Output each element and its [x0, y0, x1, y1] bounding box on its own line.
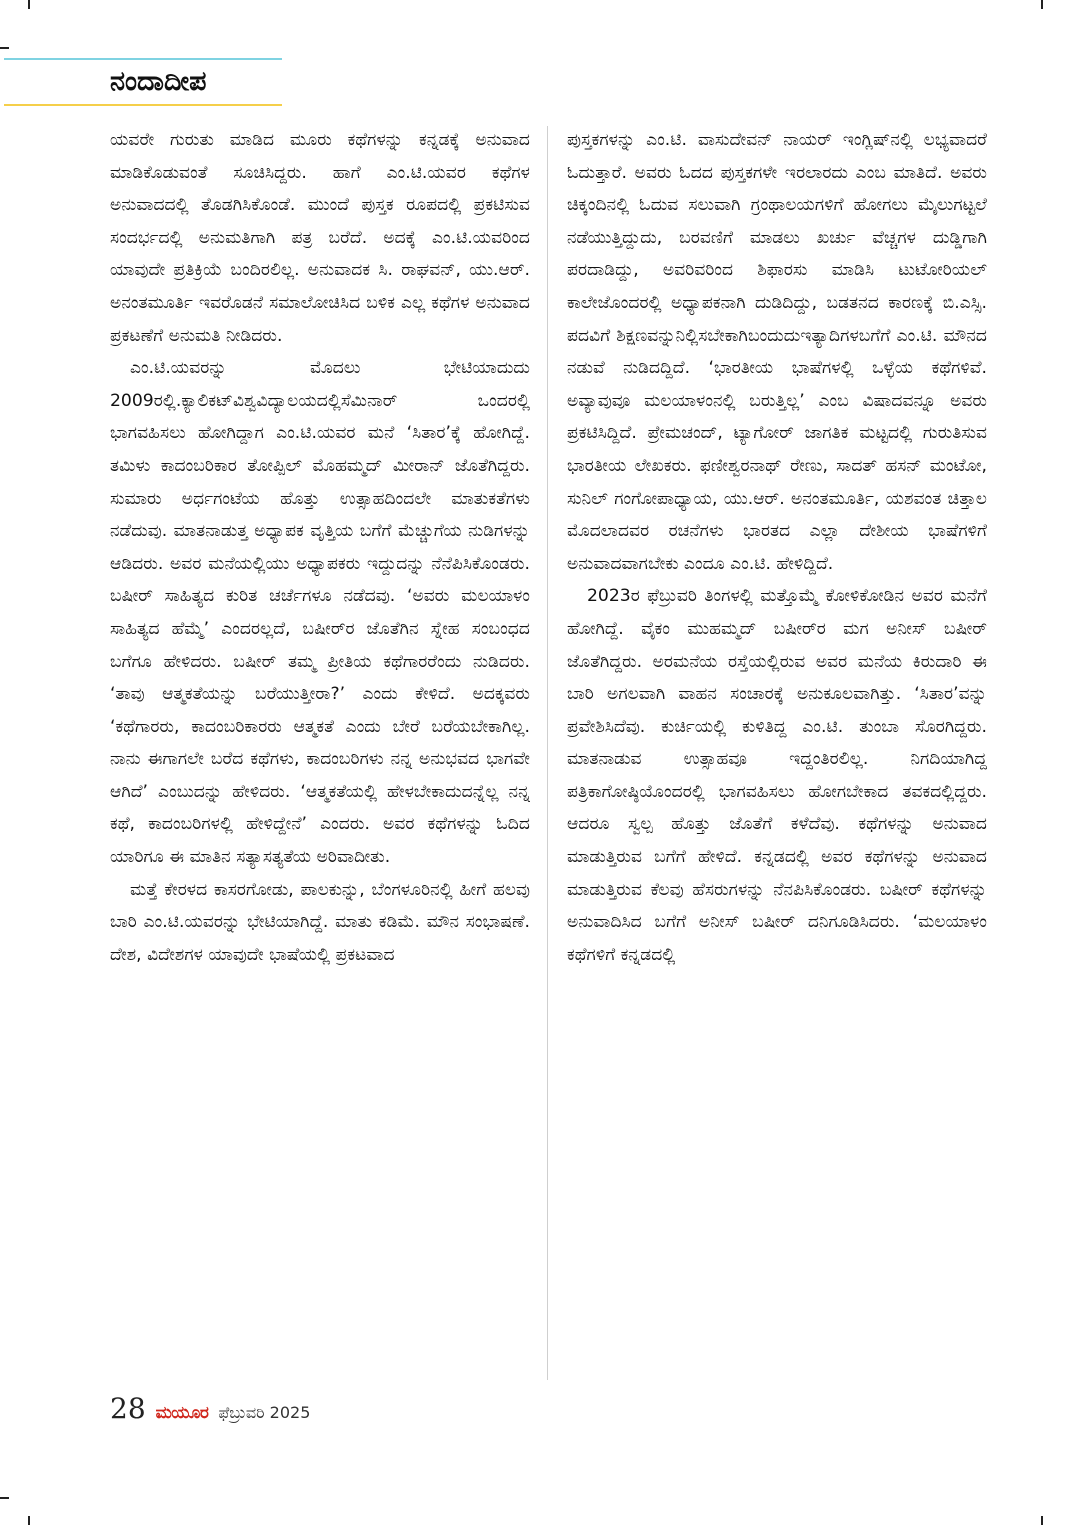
crop-mark-top-left: [28, 0, 30, 9]
article-column-right: [567, 124, 987, 1382]
page-number: 28: [110, 1392, 146, 1425]
paragraph-3: ಮತ್ತೆ ಕೇರಳದ ಕಾಸರಗೋಡು, ಪಾಲಕುನ್ನು, ಬೆಂಗಳೂರಿನಲ್ಲಿ ಹೀಗೆ ಹಲವು ಬಾರಿ ಎಂ.ಟಿ.ಯವರನ್ನು ಭೇಟಿಯಾಗಿದ್ದೆ. ಮಾತು ಕಡಿಮೆ. ಮೌನ ಸಂಭಾಷಣೆ. ದೇಶ, ವಿದೇಶಗಳ ಯಾವುದೇ ಭಾಷೆಯಲ್ಲಿ ಪ್ರಕಟವಾದ: [110, 879, 530, 965]
page-footer: [110, 1392, 310, 1428]
paragraph-4: ಪುಸ್ತಕಗಳನ್ನು ಎಂ.ಟಿ. ವಾಸುದೇವನ್ ನಾಯರ್ ಇಂಗ್ಲಿಷ್‌ನಲ್ಲಿ ಲಭ್ಯವಾದರೆ ಓದುತ್ತಾರೆ. ಅವರು ಓದದ ಪುಸ್ತಕಗಳೇ ಇರಲಾರದು ಎಂಬ ಮಾತಿದೆ. ಅವರು ಚಿಕ್ಕಂದಿನಲ್ಲಿ ಓದುವ ಸಲುವಾಗಿ ಗ್ರಂಥಾಲಯಗಳಿಗೆ ಹೋಗಲು ಮೈಲುಗಟ್ಟಲೆ ನಡೆಯುತ್ತಿದ್ದುದು, ಬರವಣಿಗೆ ಮಾಡಲು ಖರ್ಚು ವೆಚ್ಚಗಳ ದುಡ್ಡಿಗಾಗಿ ಪರದಾಡಿದ್ದು, ಅವರಿವರಿಂದ ಶಿಫಾರಸು ಮಾಡಿಸಿ ಟುಟೋರಿಯಲ್ ಕಾಲೇಜೊಂದರಲ್ಲಿ ಅಧ್ಯಾಪಕನಾಗಿ ದುಡಿದಿದ್ದು, ಬಡತನದ ಕಾರಣಕ್ಕೆ ಬಿ.ಎಸ್ಸಿ. ಪದವಿಗೆ ಶಿಕ್ಷಣವನ್ನುನಿಲ್ಲಿಸಬೇಕಾಗಿಬಂದುದುಇತ್ಯಾದಿಗಳಬಗೆಗೆ ಎಂ.ಟಿ. ಮೌನದ ನಡುವೆ ನುಡಿದದ್ದಿದೆ. ‘ಭಾರತೀಯ ಭಾಷೆಗಳಲ್ಲಿ ಒಳ್ಳೆಯ ಕಥೆಗಳಿವೆ. ಅವ್ಯಾವುವೂ ಮಲಯಾಳಂನಲ್ಲಿ ಬರುತ್ತಿಲ್ಲ’ ಎಂಬ ವಿಷಾದವನ್ನೂ ಅವರು ಪ್ರಕಟಿಸಿದ್ದಿದೆ. ಪ್ರೇಮಚಂದ್, ಟ್ಯಾಗೋರ್ ಜಾಗತಿಕ ಮಟ್ಟದಲ್ಲಿ ಗುರುತಿಸುವ ಭಾರತೀಯ ಲೇಖಕರು. ಫಣೀಶ್ವರನಾಥ್ ರೇಣು, ಸಾದತ್ ಹಸನ್ ಮಂಟೋ, ಸುನಿಲ್ ಗಂಗೋಪಾಧ್ಯಾಯ, ಯು.ಆರ್. ಅನಂತಮೂರ್ತಿ, ಯಶವಂತ ಚಿತ್ತಾಲ ಮೊದಲಾದವರ ರಚನೆಗಳು ಭಾರತದ ಎಲ್ಲಾ ದೇಶೀಯ ಭಾಷೆಗಳಿಗೆ ಅನುವಾದವಾಗಬೇಕು ಎಂದೂ ಎಂ.ಟಿ. ಹೇಳಿದ್ದಿದೆ.: [567, 130, 987, 574]
crop-mark-left-lower: [0, 1497, 9, 1499]
paragraph-5: 2023ರ ಫೆಬ್ರುವರಿ ತಿಂಗಳಲ್ಲಿ ಮತ್ತೊಮ್ಮೆ ಕೋಳಿಕೋಡಿನ ಅವರ ಮನೆಗೆ ಹೋಗಿದ್ದೆ. ವೈಕಂ ಮುಹಮ್ಮದ್ ಬಷೀರ್‌ರ ಮಗ ಅನೀಸ್ ಬಷೀರ್ ಜೊತೆಗಿದ್ದರು. ಅರಮನೆಯ ರಸ್ತೆಯಲ್ಲಿರುವ ಅವರ ಮನೆಯ ಕಿರುದಾರಿ ಈ ಬಾರಿ ಅಗಲವಾಗಿ ವಾಹನ ಸಂಚಾರಕ್ಕೆ ಅನುಕೂಲವಾಗಿತ್ತು. ‘ಸಿತಾರ’ವನ್ನು ಪ್ರವೇಶಿಸಿದೆವು. ಕುರ್ಚಿಯಲ್ಲಿ ಕುಳಿತಿದ್ದ ಎಂ.ಟಿ. ತುಂಬಾ ಸೊರಗಿದ್ದರು. ಮಾತನಾಡುವ ಉತ್ಸಾಹವೂ ಇದ್ದಂತಿರಲಿಲ್ಲ. ನಿಗದಿಯಾಗಿದ್ದ ಪತ್ರಿಕಾಗೋಷ್ಠಿಯೊಂದರಲ್ಲಿ ಭಾಗವಹಿಸಲು ಹೋಗಬೇಕಾದ ತವಕದಲ್ಲಿದ್ದರು. ಆದರೂ ಸ್ವಲ್ಪ ಹೊತ್ತು ಜೊತೆಗೆ ಕಳೆದೆವು. ಕಥೆಗಳನ್ನು ಅನುವಾದ ಮಾಡುತ್ತಿರುವ ಬಗೆಗೆ ಹೇಳಿದೆ. ಕನ್ನಡದಲ್ಲಿ ಅವರ ಕಥೆಗಳನ್ನು ಅನುವಾದ ಮಾಡುತ್ತಿರುವ ಕೆಲವು ಹೆಸರುಗಳನ್ನು ನೆನಪಿಸಿಕೊಂಡರು. ಬಷೀರ್ ಕಥೆಗಳನ್ನು ಅನುವಾದಿಸಿದ ಬಗೆಗೆ ಅನೀಸ್ ಬಷೀರ್ ದನಿಗೂಡಿಸಿದರು. ‘ಮಲಯಾಳಂ ಕಥೆಗಳಿಗೆ ಕನ್ನಡದಲ್ಲಿ: [567, 586, 987, 965]
header-rule-bottom: [4, 104, 282, 106]
header-rule-top: [4, 58, 282, 60]
crop-mark-top-right: [1041, 0, 1043, 9]
issue-date: ಫೆಬ್ರುವರಿ 2025: [218, 1403, 311, 1422]
paragraph-2: ಎಂ.ಟಿ.ಯವರನ್ನು ಮೊದಲು ಭೇಟಿಯಾದುದು 2009ರಲ್ಲಿ.ಕ್ಯಾಲಿಕಟ್‌ವಿಶ್ವವಿದ್ಯಾಲಯದಲ್ಲಿಸೆಮಿನಾರ್ ಒಂದರಲ್ಲಿ ಭಾಗವಹಿಸಲು ಹೋಗಿದ್ದಾಗ ಎಂ.ಟಿ.ಯವರ ಮನೆ ‘ಸಿತಾರ’ಕ್ಕೆ ಹೋಗಿದ್ದೆ. ತಮಿಳು ಕಾದಂಬರಿಕಾರ ತೋಪ್ಪಿಲ್ ಮೊಹಮ್ಮದ್ ಮೀರಾನ್ ಜೊತೆಗಿದ್ದರು. ಸುಮಾರು ಅರ್ಧಗಂಟೆಯ ಹೊತ್ತು ಉತ್ಸಾಹದಿಂದಲೇ ಮಾತುಕತೆಗಳು ನಡೆದುವು. ಮಾತನಾಡುತ್ತ ಅಧ್ಯಾಪಕ ವೃತ್ತಿಯ ಬಗೆಗೆ ಮೆಚ್ಚುಗೆಯ ನುಡಿಗಳನ್ನು ಆಡಿದರು. ಅವರ ಮನೆಯಲ್ಲಿಯು ಅಧ್ಯಾಪಕರು ಇದ್ದುದನ್ನು ನೆನೆಪಿಸಿಕೊಂಡರು. ಬಷೀರ್ ಸಾಹಿತ್ಯದ ಕುರಿತ ಚರ್ಚೆಗಳೂ ನಡೆದವು. ‘ಅವರು ಮಲಯಾಳಂ ಸಾಹಿತ್ಯದ ಹೆಮ್ಮೆ’ ಎಂದರಲ್ಲದೆ, ಬಷೀರ್‌ರ ಜೊತೆಗಿನ ಸ್ನೇಹ ಸಂಬಂಧದ ಬಗೆಗೂ ಹೇಳಿದರು. ಬಷೀರ್ ತಮ್ಮ ಪ್ರೀತಿಯ ಕಥೆಗಾರರೆಂದು ನುಡಿದರು. ‘ತಾವು ಆತ್ಮಕತೆಯನ್ನು ಬರೆಯುತ್ತೀರಾ?’ ಎಂದು ಕೇಳಿದೆ. ಅದಕ್ಕವರು ‘ಕಥೆಗಾರರು, ಕಾದಂಬರಿಕಾರರು ಆತ್ಮಕತೆ ಎಂದು ಬೇರೆ ಬರೆಯಬೇಕಾಗಿಲ್ಲ. ನಾನು ಈಗಾಗಲೇ ಬರೆದ ಕಥೆಗಳು, ಕಾದಂಬರಿಗಳು ನನ್ನ ಅನುಭವದ ಭಾಗವೇ ಆಗಿದೆ’ ಎಂಬುದನ್ನು ಹೇಳಿದರು. ‘ಆತ್ಮಕತೆಯಲ್ಲಿ ಹೇಳಬೇಕಾದುದನ್ನೆಲ್ಲ ನನ್ನ ಕಥೆ, ಕಾದಂಬರಿಗಳಲ್ಲಿ ಹೇಳಿದ್ದೇನೆ’ ಎಂದರು. ಅವರ ಕಥೆಗಳನ್ನು ಓದಿದ ಯಾರಿಗೂ ಈ ಮಾತಿನ ಸತ್ಯಾಸತ್ಯತೆಯ ಅರಿವಾದೀತು.: [110, 358, 530, 868]
crop-mark-bottom-right: [1041, 1516, 1043, 1525]
column-divider: [547, 126, 548, 1380]
magazine-logo: ಮಯೂರ: [155, 1403, 209, 1423]
section-header: [0, 58, 282, 110]
crop-mark-bottom-left: [28, 1516, 30, 1525]
paragraph-1: ಯವರೇ ಗುರುತು ಮಾಡಿದ ಮೂರು ಕಥೆಗಳನ್ನು ಕನ್ನಡಕ್ಕೆ ಅನುವಾದ ಮಾಡಿಕೊಡುವಂತೆ ಸೂಚಿಸಿದ್ದರು. ಹಾಗೆ ಎಂ.ಟಿ.ಯವರ ಕಥೆಗಳ ಅನುವಾದದಲ್ಲಿ ತೊಡಗಿಸಿಕೊಂಡೆ. ಮುಂದೆ ಪುಸ್ತಕ ರೂಪದಲ್ಲಿ ಪ್ರಕಟಿಸುವ ಸಂದರ್ಭದಲ್ಲಿ ಅನುಮತಿಗಾಗಿ ಪತ್ರ ಬರೆದೆ. ಅದಕ್ಕೆ ಎಂ.ಟಿ.ಯವರಿಂದ ಯಾವುದೇ ಪ್ರತಿಕ್ರಿಯೆ ಬಂದಿರಲಿಲ್ಲ. ಅನುವಾದಕ ಸಿ. ರಾಘವನ್, ಯು.ಆರ್. ಅನಂತಮೂರ್ತಿ ಇವರೊಡನೆ ಸಮಾಲೋಚಿಸಿದ ಬಳಿಕ ಎಲ್ಲ ಕಥೆಗಳ ಅನುವಾದ ಪ್ರಕಟಣೆಗೆ ಅನುಮತಿ ನೀಡಿದರು.: [110, 130, 530, 346]
article-column-left: [110, 124, 530, 1382]
crop-mark-left-upper: [0, 47, 9, 49]
section-title: ನಂದಾದೀಪ: [110, 66, 207, 97]
